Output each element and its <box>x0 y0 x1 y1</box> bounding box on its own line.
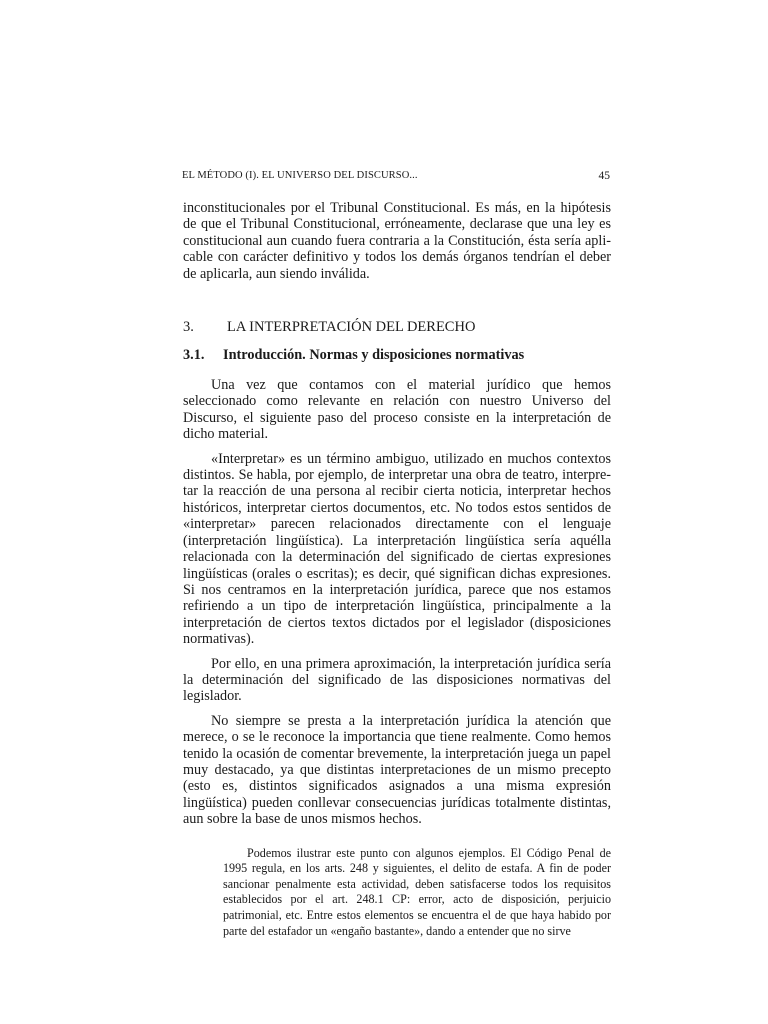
subsection-heading <box>183 346 611 364</box>
paragraph: Por ello, en una primera aproximación, la interpretación jurídica sería la determinación del significado de las disposiciones normativas del legislador. <box>183 655 611 705</box>
paragraph: «Interpretar» es un término ambiguo, utilizado en muchos contextos distintos. Se habla, por ejemplo, de interpretar una obra de teatro, interpretar la reacción de una persona al recibir cierta noticia, interpretar hechos históricos, interpretar ciertos documentos, etc. No todos estos sentidos de «interpretar» parecen relacionados directamente con el lenguaje (interpretación lingüística). La interpretación lingüística sería aquélla relacionada con la determinación del significado de ciertas expresiones lingüísticas (orales o escritas); es decir, qué significan dichas expresiones. Si nos centramos en la interpretación jurídica, parece que nos estamos refiriendo a un tipo de interpretación lingüística, principalmente a la interpretación de ciertos textos dictados por el legislador (disposiciones normativas). <box>183 450 611 648</box>
section-heading <box>183 318 611 336</box>
paragraph: No siempre se presta a la interpretación jurídica la atención que merece, o se le reconoce la importancia que tiene realmente. Como hemos tenido la ocasión de comentar brevemente, la interpretación juega un papel muy destacado, ya que distintas interpretaciones de un mismo precepto (esto es, distintos significados asignados a una misma expresión lingüística) pueden conllevar consecuencias jurídicas totalmente distintas, aun sobre la base de unos mismos hechos. <box>183 712 611 828</box>
block-quote: Podemos ilustrar este punto con algunos ejemplos. El Código Penal de 1995 regula, en los arts. 248 y siguientes, el delito de estafa. A fin de poder sancionar penalmente esta actividad, deben satisfacerse todos los requisitos establecidos por el art. 248.1 CP: error, acto de disposición, perjuicio patrimonial, etc. Entre estos elementos se encuentra el de que haya habido por parte del estafador un «engaño bastante», dando a entender que no sirve <box>223 845 611 938</box>
running-title: EL MÉTODO (I). EL UNIVERSO DEL DISCURSO... <box>182 170 418 181</box>
section-title: LA INTERPRETACIÓN DEL DERECHO <box>227 319 476 336</box>
page-body <box>183 200 611 939</box>
page-header <box>182 170 610 186</box>
page-number: 45 <box>598 170 610 182</box>
paragraph-continuation: inconstitucionales por el Tribunal Constitucional. Es más, en la hipótesis de que el Tribunal Constitucional, erróneamente, declarase que una ley es constitucional aun cuando fuera contraria a la Constitución, ésta sería aplicable con carácter definitivo y todos los demás órganos tendrían el deber de aplicarla, aun siendo inválida. <box>183 200 611 282</box>
paragraph: Una vez que contamos con el material jurídico que hemos seleccionado como relevante en relación con nuestro Universo del Discurso, el siguiente paso del proceso consiste en la interpretación de dicho material. <box>183 377 611 443</box>
subsection-number: 3.1. <box>183 347 205 364</box>
subsection-title: Introducción. Normas y disposiciones normativas <box>223 347 525 364</box>
section-number: 3. <box>183 319 194 336</box>
